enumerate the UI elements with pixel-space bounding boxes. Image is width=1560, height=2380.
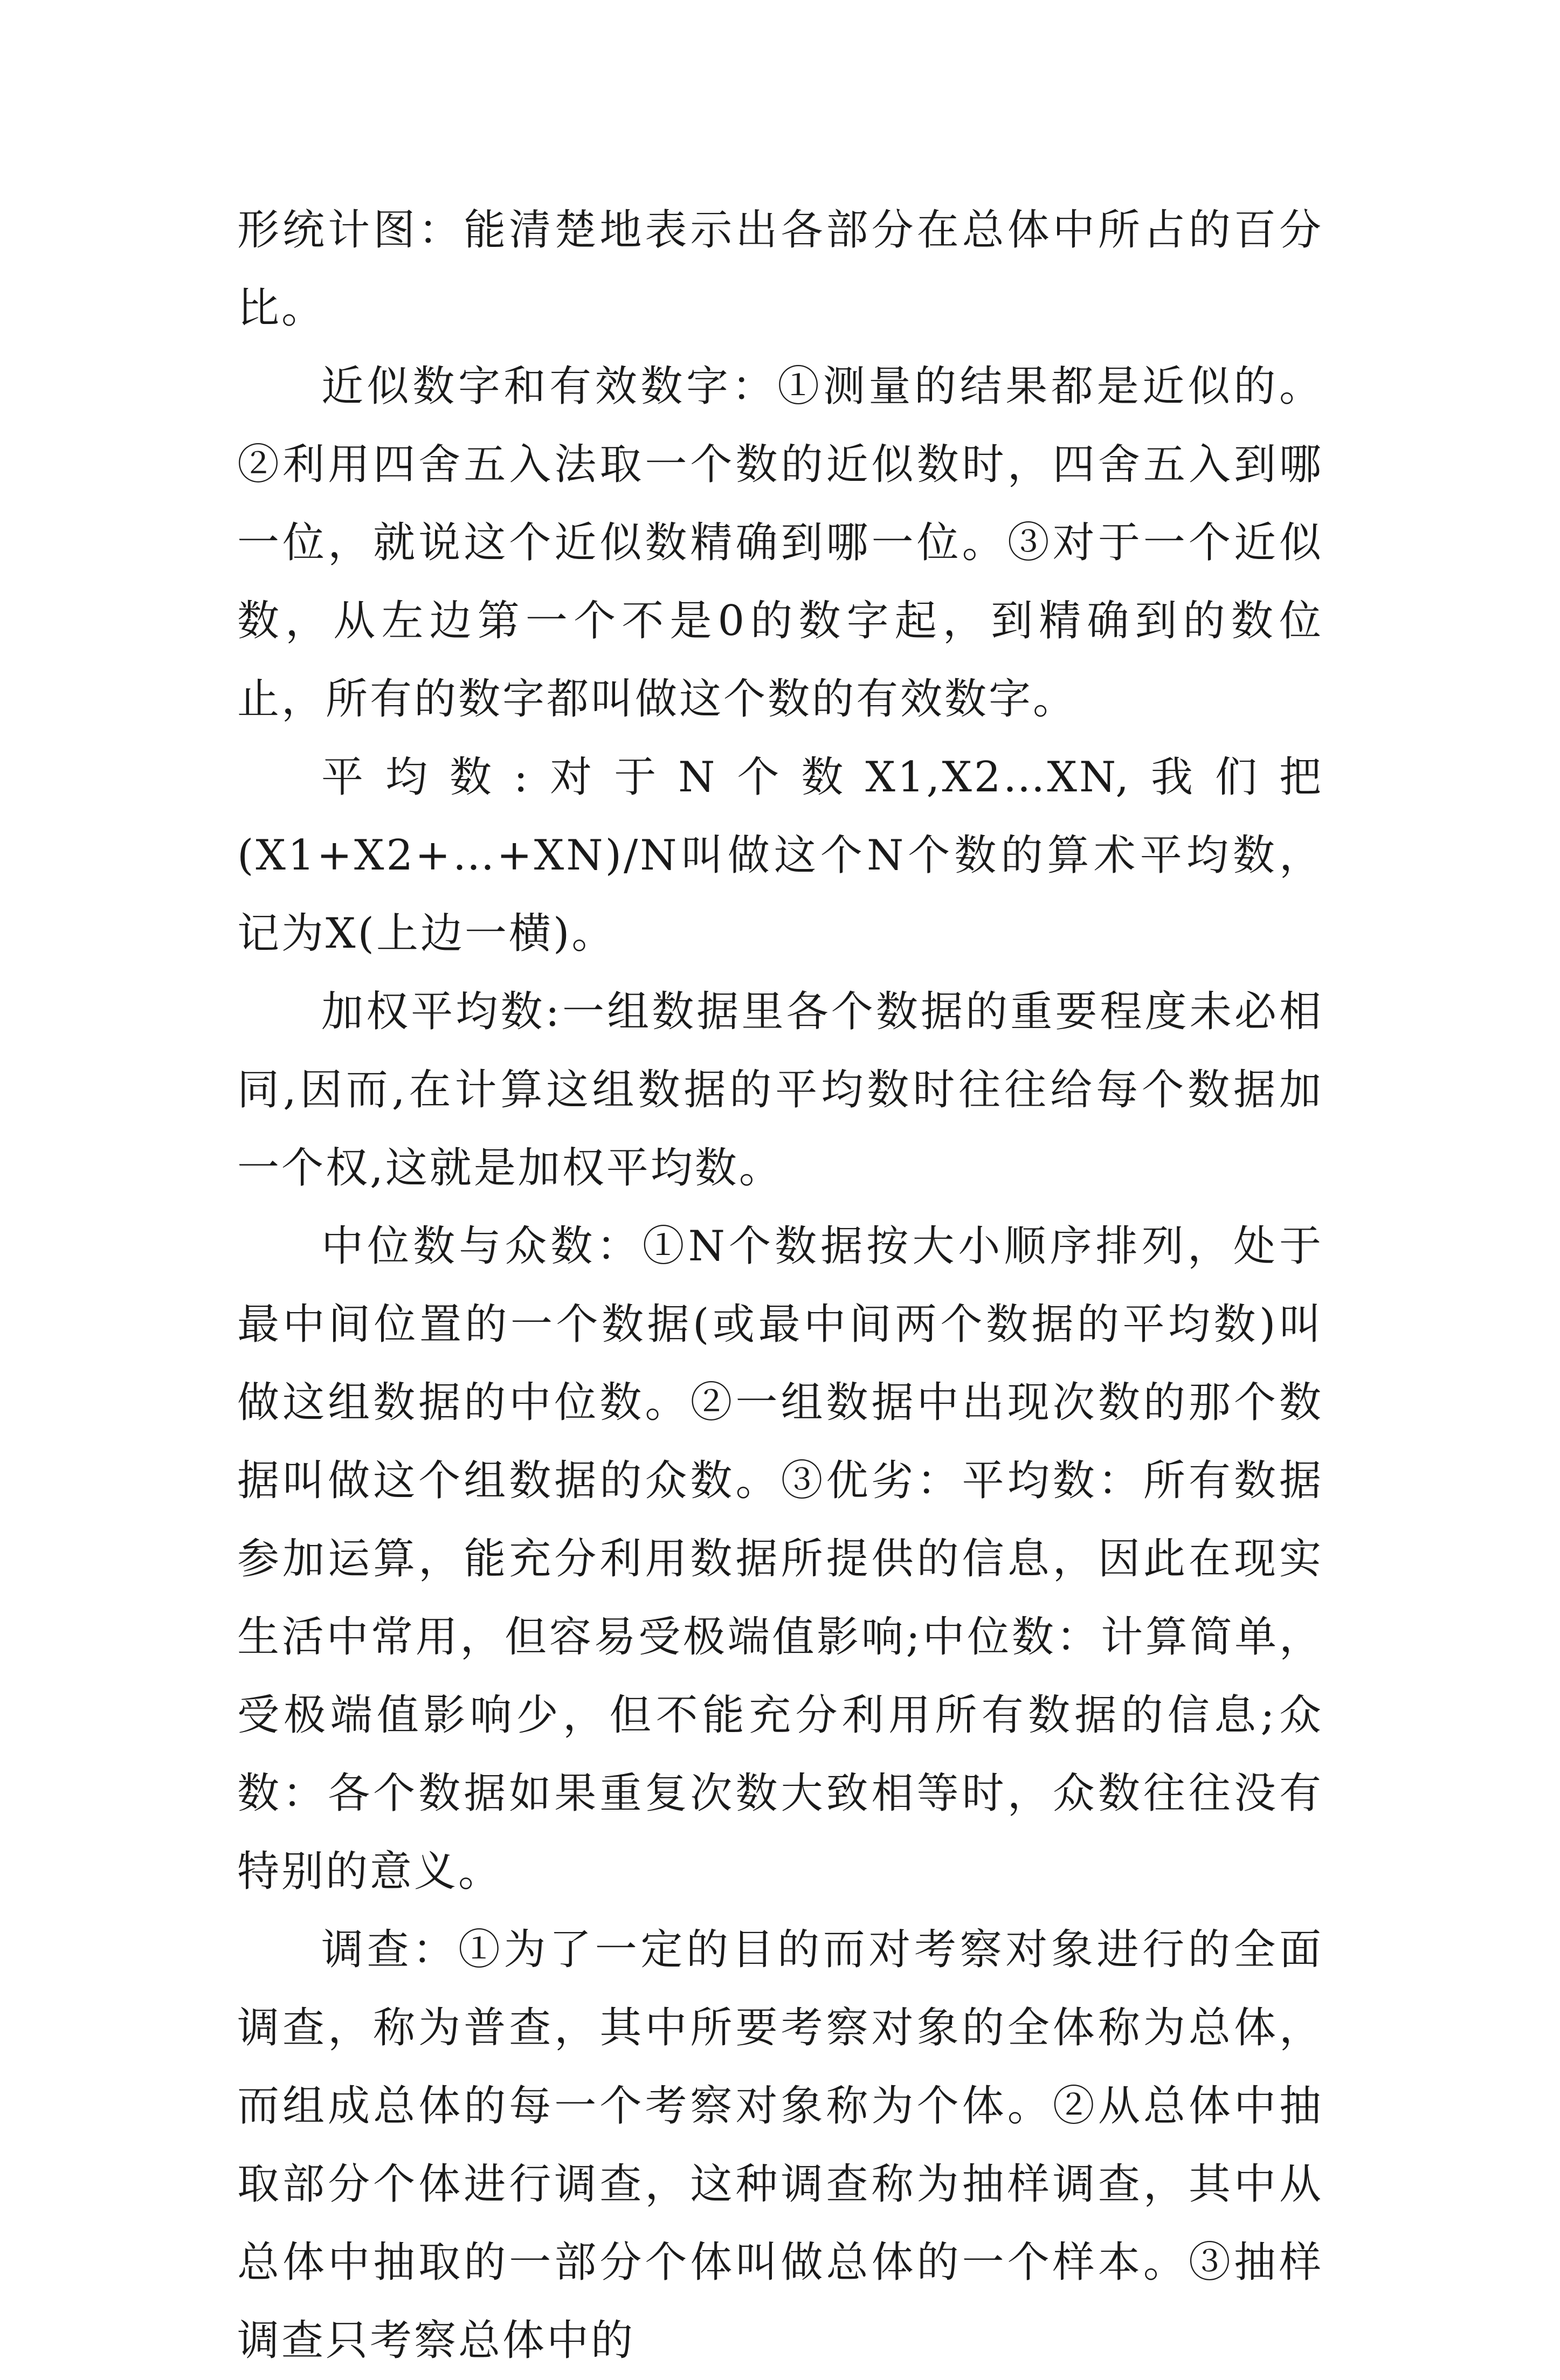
paragraph-weighted-mean: 加权平均数:一组数据里各个数据的重要程度未必相同,因而,在计算这组数据的平均数时往往给每个数据加一个权,这就是加权平均数。 — [237, 988, 1323, 1192]
paragraph-survey: 调查：①为了一定的目的而对考察对象进行的全面调查，称为普查，其中所要考察对象的全体称为总体，而组成总体的每一个考察对象称为个体。②从总体中抽取部分个体进行调查，这种调查称为抽样调查，其中从总体中抽取的一部分个体叫做总体的一个样本。③抽样调查只考察总体中的 — [237, 1926, 1323, 2365]
paragraph-pie-chart-continued: 形统计图：能清楚地表示出各部分在总体中所占的百分比。 — [237, 206, 1323, 333]
paragraph-mean: 平均数:对于N个数X1,X2…XN,我们把(X1+X2+…+XN)/N叫做这个N个数的算术平均数，记为X(上边一横)。 — [237, 753, 1323, 958]
paragraph-approximate-numbers: 近似数字和有效数字：①测量的结果都是近似的。②利用四舍五入法取一个数的近似数时，四舍五入到哪一位，就说这个近似数精确到哪一位。③对于一个近似数，从左边第一个不是0的数字起，到精确到的数位止，所有的数字都叫做这个数的有效数字。 — [237, 362, 1323, 723]
body-text — [237, 191, 1323, 2380]
paragraph-median-mode: 中位数与众数：①N个数据按大小顺序排列，处于最中间位置的一个数据(或最中间两个数据的平均数)叫做这组数据的中位数。②一组数据中出现次数的那个数据叫做这个组数据的众数。③优劣：平均数：所有数据参加运算，能充分利用数据所提供的信息，因此在现实生活中常用，但容易受极端值影响;中位数：计算简单，受极端值影响少，但不能充分利用所有数据的信息;众数：各个数据如果重复次数大致相等时，众数往往没有特别的意义。 — [237, 1222, 1323, 1896]
